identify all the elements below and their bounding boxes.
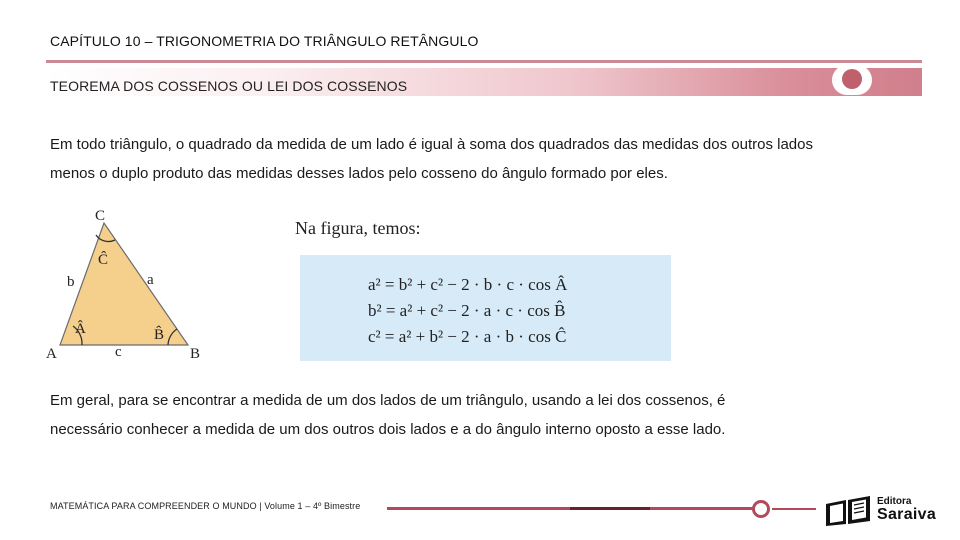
chapter-divider bbox=[46, 60, 922, 63]
figure-caption: Na figura, temos: bbox=[295, 218, 421, 238]
book-icon bbox=[824, 496, 874, 526]
logo-top-text: Editora bbox=[877, 496, 912, 507]
section-title: TEOREMA DOS COSSENOS OU LEI DOS COSSENOS bbox=[50, 78, 408, 94]
triangle-svg bbox=[40, 200, 220, 370]
section-dot-icon bbox=[832, 65, 872, 95]
angle-b-label: B̂ bbox=[154, 327, 165, 343]
footer-line-end bbox=[772, 508, 816, 510]
footer-text: MATEMÁTICA PARA COMPREENDER O MUNDO | Volume 1 – 4º Bimestre bbox=[50, 501, 361, 511]
formula-a: a² = b² + c² − 2 · b · c · cos Â bbox=[368, 275, 568, 294]
outro-paragraph bbox=[50, 386, 910, 444]
intro-paragraph bbox=[50, 130, 910, 188]
angle-c-label: Ĉ bbox=[98, 252, 109, 268]
vertex-c-label: C bbox=[95, 208, 106, 224]
chapter-title: CAPÍTULO 10 – TRIGONOMETRIA DO TRIÂNGULO RETÂNGULO bbox=[50, 33, 479, 49]
logo-bottom-text: Saraiva bbox=[877, 506, 937, 523]
formula-b: b² = a² + c² − 2 · a · c · cos B̂ bbox=[368, 301, 566, 320]
section-header-bar bbox=[46, 68, 922, 96]
angle-a-label: Â bbox=[75, 321, 86, 337]
footer-line-accent bbox=[570, 507, 650, 510]
side-a-label: a bbox=[147, 272, 154, 288]
outro-line-1: Em geral, para se encontrar a medida de um dos lados de um triângulo, usando a lei dos cossenos, é bbox=[50, 392, 726, 409]
outro-line-2: necessário conhecer a medida de um dos outros dois lados e a do ângulo interno oposto a esse lado. bbox=[50, 421, 726, 438]
triangle-figure bbox=[40, 200, 220, 370]
side-c-label: c bbox=[115, 344, 122, 360]
vertex-a-label: A bbox=[46, 346, 57, 362]
side-b-label: b bbox=[67, 274, 75, 290]
formula-box bbox=[300, 255, 671, 361]
vertex-b-label: B bbox=[190, 346, 201, 362]
intro-line-1: Em todo triângulo, o quadrado da medida de um lado é igual à soma dos quadrados das medidas dos outros lados bbox=[50, 136, 813, 153]
footer-ring-icon bbox=[752, 500, 770, 518]
formula-c: c² = a² + b² − 2 · a · b · cos Ĉ bbox=[368, 327, 567, 346]
publisher-logo bbox=[824, 494, 944, 528]
intro-line-2: menos o duplo produto das medidas desses lados pelo cosseno do ângulo formado por eles. bbox=[50, 165, 668, 182]
